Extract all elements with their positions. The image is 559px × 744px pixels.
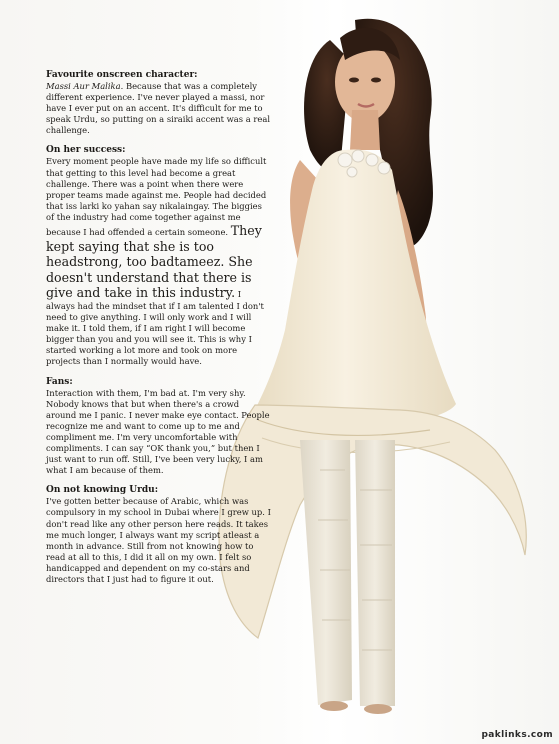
section-body: Interaction with them, I'm bad at. I'm very shy. Nobody knows that but when there's a crowd around me I panic. I never make eye contact. People recognize me and want to come up to me and compliment me. I'm very uncomfortable with compliments. I can say “OK thank you,” but then I just want to run off. Still, I've been very lucky, I am what I am because of them. (46, 387, 270, 476)
pull-quote: They kept saying that she is too headstrong, too badtameez. She doesn't understand that there is give and take in this industry. (46, 223, 262, 301)
section-body: I've gotten better because of Arabic, which was compulsory in my school in Dubai where I grew up. I don't read like any other person here reads. It takes me much longer, I always want my script atleast a month in advance. Still from not knowing how to read at all to this, I did it all on my own. I felt so handicapped and dependent on my co-stars and directors that I just had to figure it out. (46, 496, 271, 584)
section-body-text: Every moment people have made my life so difficult that getting to this level had become a great challenge. There was a point when there were proper teams made against me. People had decided that iss larki ko yahan say nikalaingay. The biggies of the industry had come together against me because I had offended a certain someone. (46, 156, 267, 238)
character-name: Massi Aur Malika. (46, 81, 124, 91)
section-body-text: Because that was a completely different experience. I've never played a massi, nor have I ever put on an accent. It's difficult for me to speak Urdu, so putting on a siraiki accent was a real challenge. (46, 81, 271, 136)
section-heading: On not knowing Urdu: (46, 485, 159, 496)
section-body (46, 81, 271, 136)
section-heading: Favourite onscreen character: (46, 70, 198, 80)
article-text (46, 70, 271, 594)
section-heading: On her success: (46, 145, 126, 156)
section-urdu (46, 485, 271, 585)
site-watermark: paklinks.com (481, 730, 553, 740)
section-body (46, 156, 271, 367)
trousers (300, 440, 395, 706)
section-body-text: I always had the mindset that if I am talented I don't need to give anything. I will only work and I will make it. I told them, if I am right I will become bigger than you and you will see it. This is why I started working a lot more and took on more projects than I normally would have. (46, 289, 264, 367)
section-fans (46, 377, 271, 477)
section-favourite-character (46, 70, 271, 136)
section-success (46, 145, 271, 367)
section-heading: Fans: (46, 376, 73, 387)
